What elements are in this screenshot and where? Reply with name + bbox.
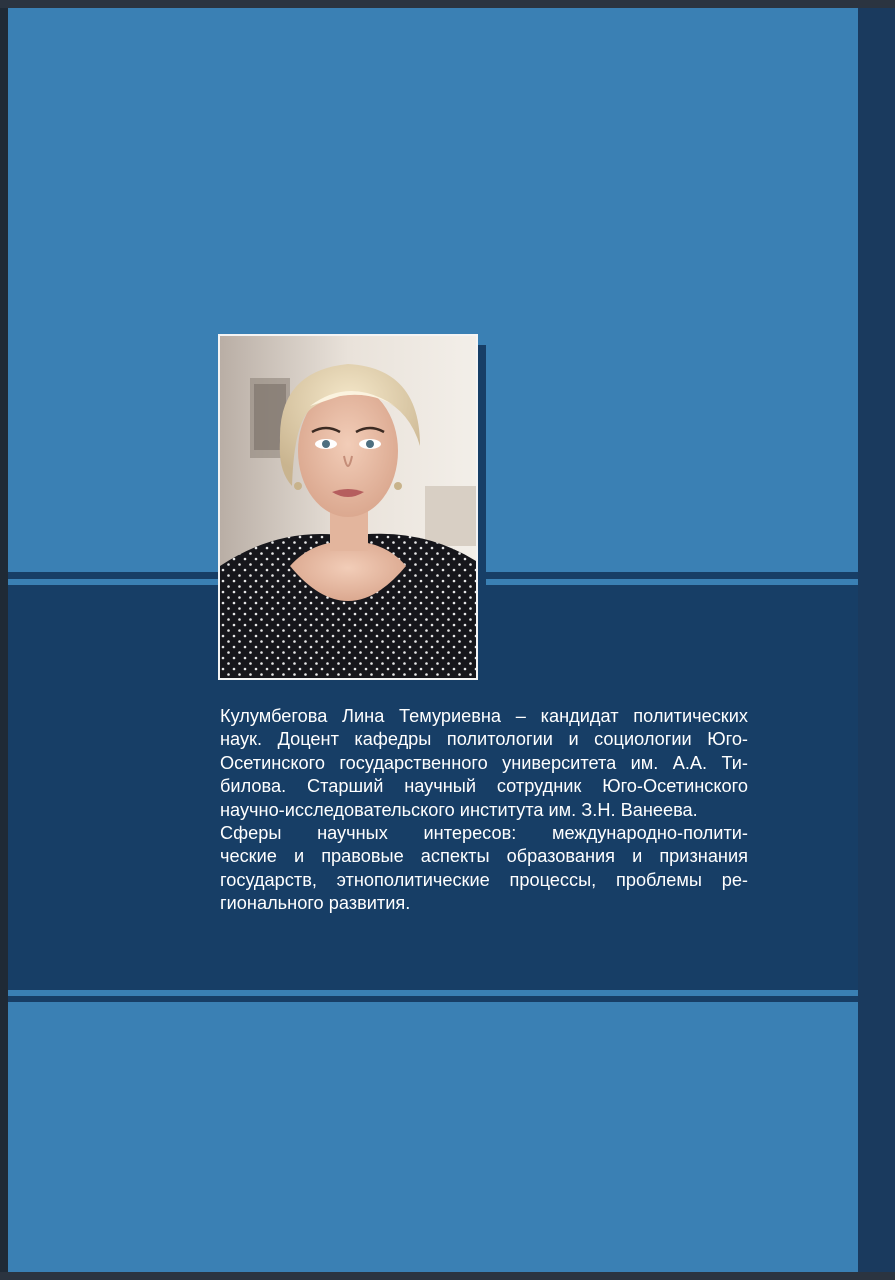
- bio-line: билова. Старший научный сотрудник Юго-Осетинского: [220, 776, 748, 797]
- author-photo: [218, 334, 478, 680]
- band-stripe-bottom: [8, 990, 858, 996]
- author-portrait-illustration: [220, 336, 476, 678]
- author-bio: [220, 705, 748, 916]
- book-spine-edge: [858, 8, 895, 1272]
- bio-line: государств, этнополитические процессы, проблемы ре-: [220, 869, 748, 890]
- bio-line: Кулумбегова Лина Темуриевна – кандидат политических: [220, 706, 748, 726]
- bio-line: наук. Доцент кафедры политологии и социологии Юго-: [220, 729, 748, 750]
- bio-line: ческие и правовые аспекты образования и признания: [220, 846, 748, 867]
- bio-line: Сферы научных интересов: международно-полити-: [220, 822, 748, 843]
- bio-line: научно-исследовательского института им. З.Н. Ванеева.: [220, 799, 698, 820]
- bio-line: Осетинского государственного университета им. А.А. Ти-: [220, 752, 748, 773]
- top-edge: [0, 0, 895, 8]
- bio-line: гионального развития.: [220, 893, 411, 914]
- bottom-edge: [0, 1272, 895, 1280]
